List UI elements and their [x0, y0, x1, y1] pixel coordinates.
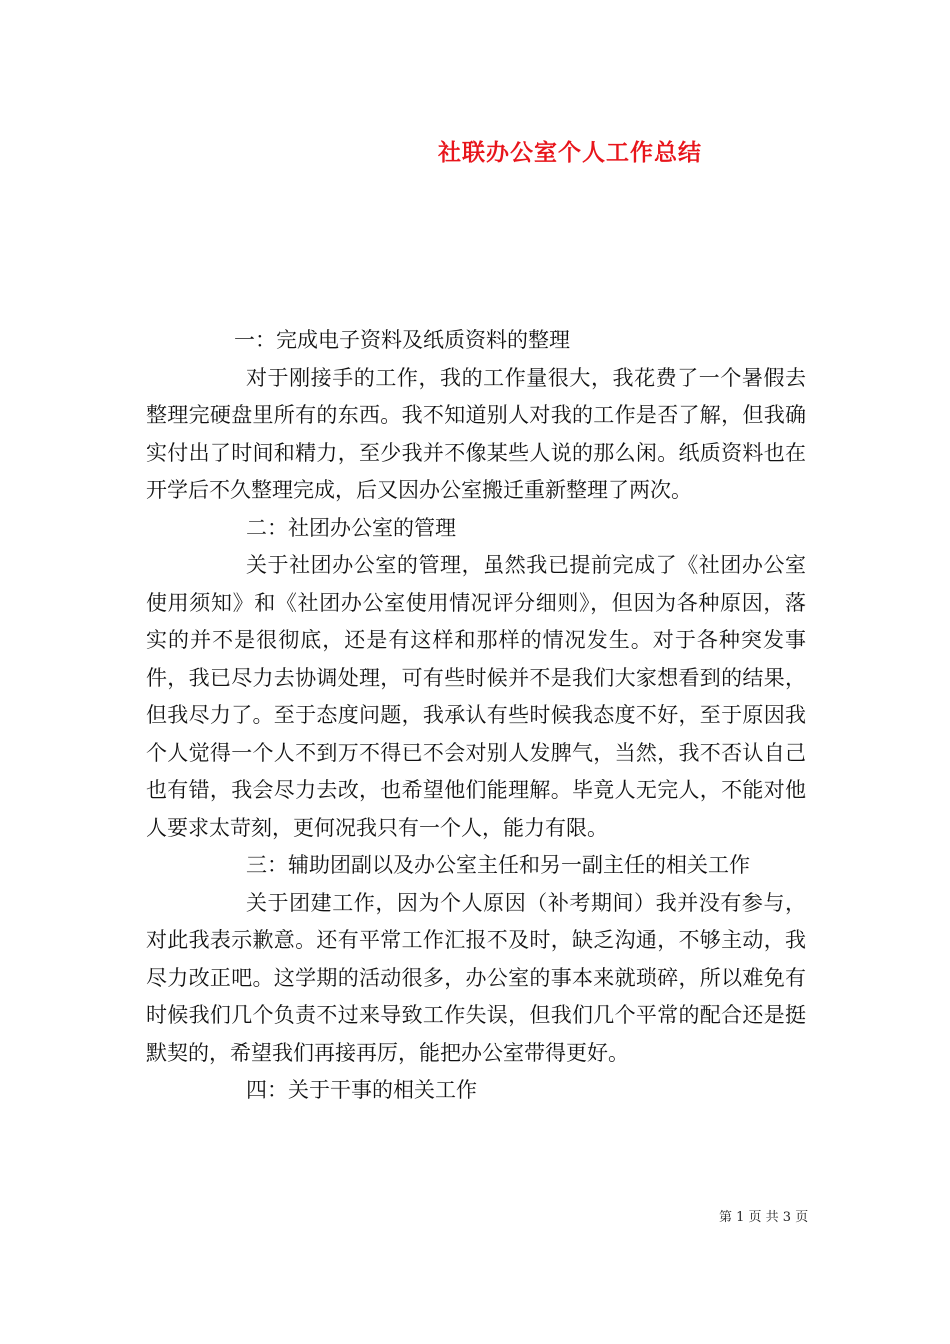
document-body	[146, 322, 806, 1110]
section-heading-3: 三：辅助团副以及办公室主任和另一副主任的相关工作	[246, 853, 750, 877]
section-body-1: 对于刚接手的工作，我的工作量很大，我花费了一个暑假去整理完硬盘里所有的东西。我不知道别人对我的工作是否了解，但我确实付出了时间和精力，至少我并不像某些人说的那么闲。纸质资料也在开学后不久整理完成，后又因办公室搬迁重新整理了两次。	[146, 365, 806, 502]
section-heading-2: 二：社团办公室的管理	[246, 515, 456, 540]
section-body-3: 关于团建工作，因为个人原因（补考期间）我并没有参与，对此我表示歉意。还有平常工作汇报不及时，缺乏沟通，不够主动，我尽力改正吧。这学期的活动很多，办公室的事本来就琐碎，所以难免有时候我们几个负责不过来导致工作失误，但我们几个平常的配合还是挺默契的，希望我们再接再厉，能把办公室带得更好。	[146, 890, 806, 1065]
section-heading-4: 四：关于干事的相关工作	[246, 1078, 477, 1102]
page-title: 社联办公室个人工作总结	[438, 140, 702, 166]
section-heading-1: 一：完成电子资料及纸质资料的整理	[234, 328, 570, 352]
section-body-2: 关于社团办公室的管理，虽然我已提前完成了《社团办公室使用须知》和《社团办公室使用情况评分细则》，但因为各种原因，落实的并不是很彻底，还是有这样和那样的情况发生。对于各种突发事件，我已尽力去协调处理，可有些时候并不是我们大家想看到的结果，但我尽力了。至于态度问题，我承认有些时候我态度不好，至于原因我个人觉得一个人不到万不得已不会对别人发脾气，当然，我不否认自己也有错，我会尽力去改，也希望他们能理解。毕竟人无完人，不能对他人要求太苛刻，更何况我只有一个人，能力有限。	[146, 553, 806, 840]
page-number: 第 1 页 共 3 页	[719, 1210, 809, 1225]
